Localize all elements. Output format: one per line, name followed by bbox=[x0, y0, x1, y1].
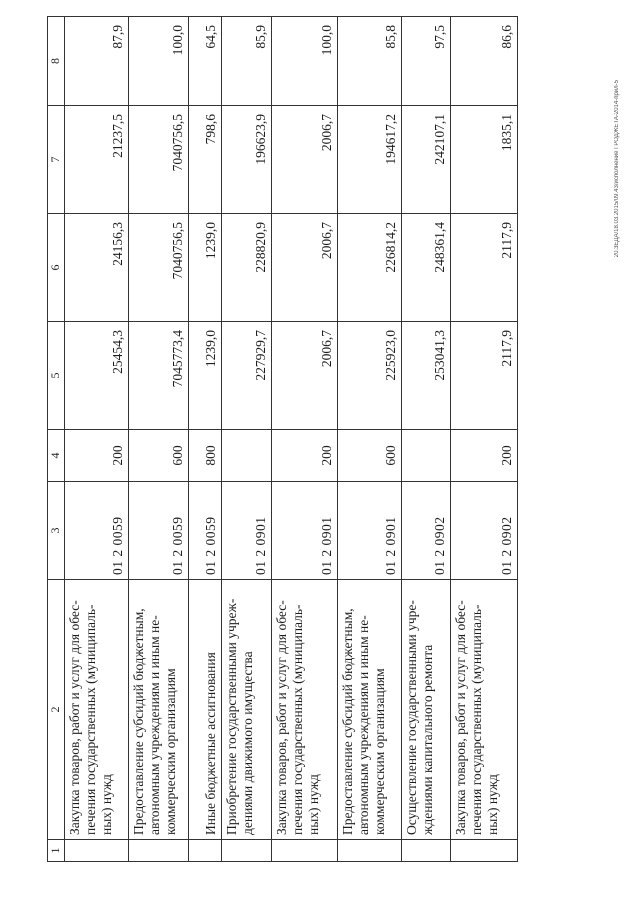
col-header-7: 7 bbox=[48, 106, 65, 214]
col-header-4: 4 bbox=[48, 430, 65, 482]
row-type: 200 bbox=[272, 430, 338, 482]
table-row bbox=[402, 17, 451, 862]
row-name: Закупка товаров, работ и услуг для обеспечения государственных (муниципальных) нужд bbox=[451, 580, 518, 840]
row-name: Осуществление государственными учреждениями капитального ремонта bbox=[402, 580, 451, 840]
row-value-7: 2006,7 bbox=[272, 106, 338, 214]
row-name: Иные бюджетные ассигнования bbox=[189, 580, 222, 840]
row-value-8: 87,9 bbox=[65, 17, 129, 106]
row-index bbox=[451, 840, 518, 862]
row-value-7: 194617,2 bbox=[338, 106, 402, 214]
row-value-8: 97,5 bbox=[402, 17, 451, 106]
row-value-5: 7045773,4 bbox=[129, 322, 189, 430]
row-code: 01 2 0902 bbox=[451, 482, 518, 580]
row-value-8: 100,0 bbox=[129, 17, 189, 106]
budget-table bbox=[47, 16, 518, 862]
row-index bbox=[338, 840, 402, 862]
col-header-2: 2 bbox=[48, 580, 65, 840]
row-value-6: 226814,2 bbox=[338, 214, 402, 322]
row-type: 800 bbox=[189, 430, 222, 482]
row-value-5: 227929,7 bbox=[222, 322, 272, 430]
row-name: Закупка товаров, работ и услуг для обеспечения государственных (муниципальных) нужд bbox=[65, 580, 129, 840]
row-code: 01 2 0901 bbox=[222, 482, 272, 580]
row-value-5: 1239,0 bbox=[189, 322, 222, 430]
row-value-8: 64,5 bbox=[189, 17, 222, 106]
row-index bbox=[222, 840, 272, 862]
row-code: 01 2 0059 bbox=[129, 482, 189, 580]
row-code: 01 2 0901 bbox=[338, 482, 402, 580]
row-type bbox=[402, 430, 451, 482]
document-footer: 20.3ЕДА/18.03.2015/09.43/исполнение ГРОДЖЕТА-2014-прил-5 bbox=[614, 80, 620, 258]
row-type: 600 bbox=[338, 430, 402, 482]
table-row bbox=[129, 17, 189, 862]
row-code: 01 2 0902 bbox=[402, 482, 451, 580]
row-index bbox=[402, 840, 451, 862]
row-value-8: 85,9 bbox=[222, 17, 272, 106]
row-type: 200 bbox=[65, 430, 129, 482]
row-type: 600 bbox=[129, 430, 189, 482]
row-value-5: 25454,3 bbox=[65, 322, 129, 430]
row-name: Предоставление субсидий бюджетным, автономным учреждениям и иным некоммерческим организациям bbox=[129, 580, 189, 840]
col-header-5: 5 bbox=[48, 322, 65, 430]
row-name: Предоставление субсидий бюджетным, автономным учреждениям и иным некоммерческим организациям bbox=[338, 580, 402, 840]
row-index bbox=[65, 840, 129, 862]
row-value-7: 21237,5 bbox=[65, 106, 129, 214]
row-value-5: 253041,3 bbox=[402, 322, 451, 430]
row-code: 01 2 0059 bbox=[65, 482, 129, 580]
row-index bbox=[129, 840, 189, 862]
row-value-8: 86,6 bbox=[451, 17, 518, 106]
col-header-3: 3 bbox=[48, 482, 65, 580]
row-value-7: 798,6 bbox=[189, 106, 222, 214]
table-row bbox=[222, 17, 272, 862]
row-value-6: 2117,9 bbox=[451, 214, 518, 322]
row-value-8: 100,0 bbox=[272, 17, 338, 106]
row-value-5: 225923,0 bbox=[338, 322, 402, 430]
row-value-5: 2006,7 bbox=[272, 322, 338, 430]
row-value-8: 85,8 bbox=[338, 17, 402, 106]
row-name: Закупка товаров, работ и услуг для обеспечения государственных (муниципальных) нужд bbox=[272, 580, 338, 840]
row-value-7: 242107,1 bbox=[402, 106, 451, 214]
row-code: 01 2 0901 bbox=[272, 482, 338, 580]
row-value-6: 24156,3 bbox=[65, 214, 129, 322]
col-header-8: 8 bbox=[48, 17, 65, 106]
row-value-6: 228820,9 bbox=[222, 214, 272, 322]
col-header-6: 6 bbox=[48, 214, 65, 322]
row-value-7: 196623,9 bbox=[222, 106, 272, 214]
row-value-6: 7040756,5 bbox=[129, 214, 189, 322]
table-row bbox=[451, 17, 518, 862]
table-row bbox=[272, 17, 338, 862]
row-code: 01 2 0059 bbox=[189, 482, 222, 580]
row-value-7: 1835,1 bbox=[451, 106, 518, 214]
table-row bbox=[65, 17, 129, 862]
table-row bbox=[189, 17, 222, 862]
table-row bbox=[338, 17, 402, 862]
row-type bbox=[222, 430, 272, 482]
row-index bbox=[272, 840, 338, 862]
rotated-table-page bbox=[47, 17, 547, 862]
row-value-5: 2117,9 bbox=[451, 322, 518, 430]
row-value-6: 1239,0 bbox=[189, 214, 222, 322]
header-row bbox=[48, 17, 65, 862]
row-value-6: 2006,7 bbox=[272, 214, 338, 322]
row-value-7: 7040756,5 bbox=[129, 106, 189, 214]
row-name: Приобретение государственными учреждениями движимого имущества bbox=[222, 580, 272, 840]
row-value-6: 248361,4 bbox=[402, 214, 451, 322]
row-type: 200 bbox=[451, 430, 518, 482]
col-header-1: 1 bbox=[48, 840, 65, 862]
row-index bbox=[189, 840, 222, 862]
